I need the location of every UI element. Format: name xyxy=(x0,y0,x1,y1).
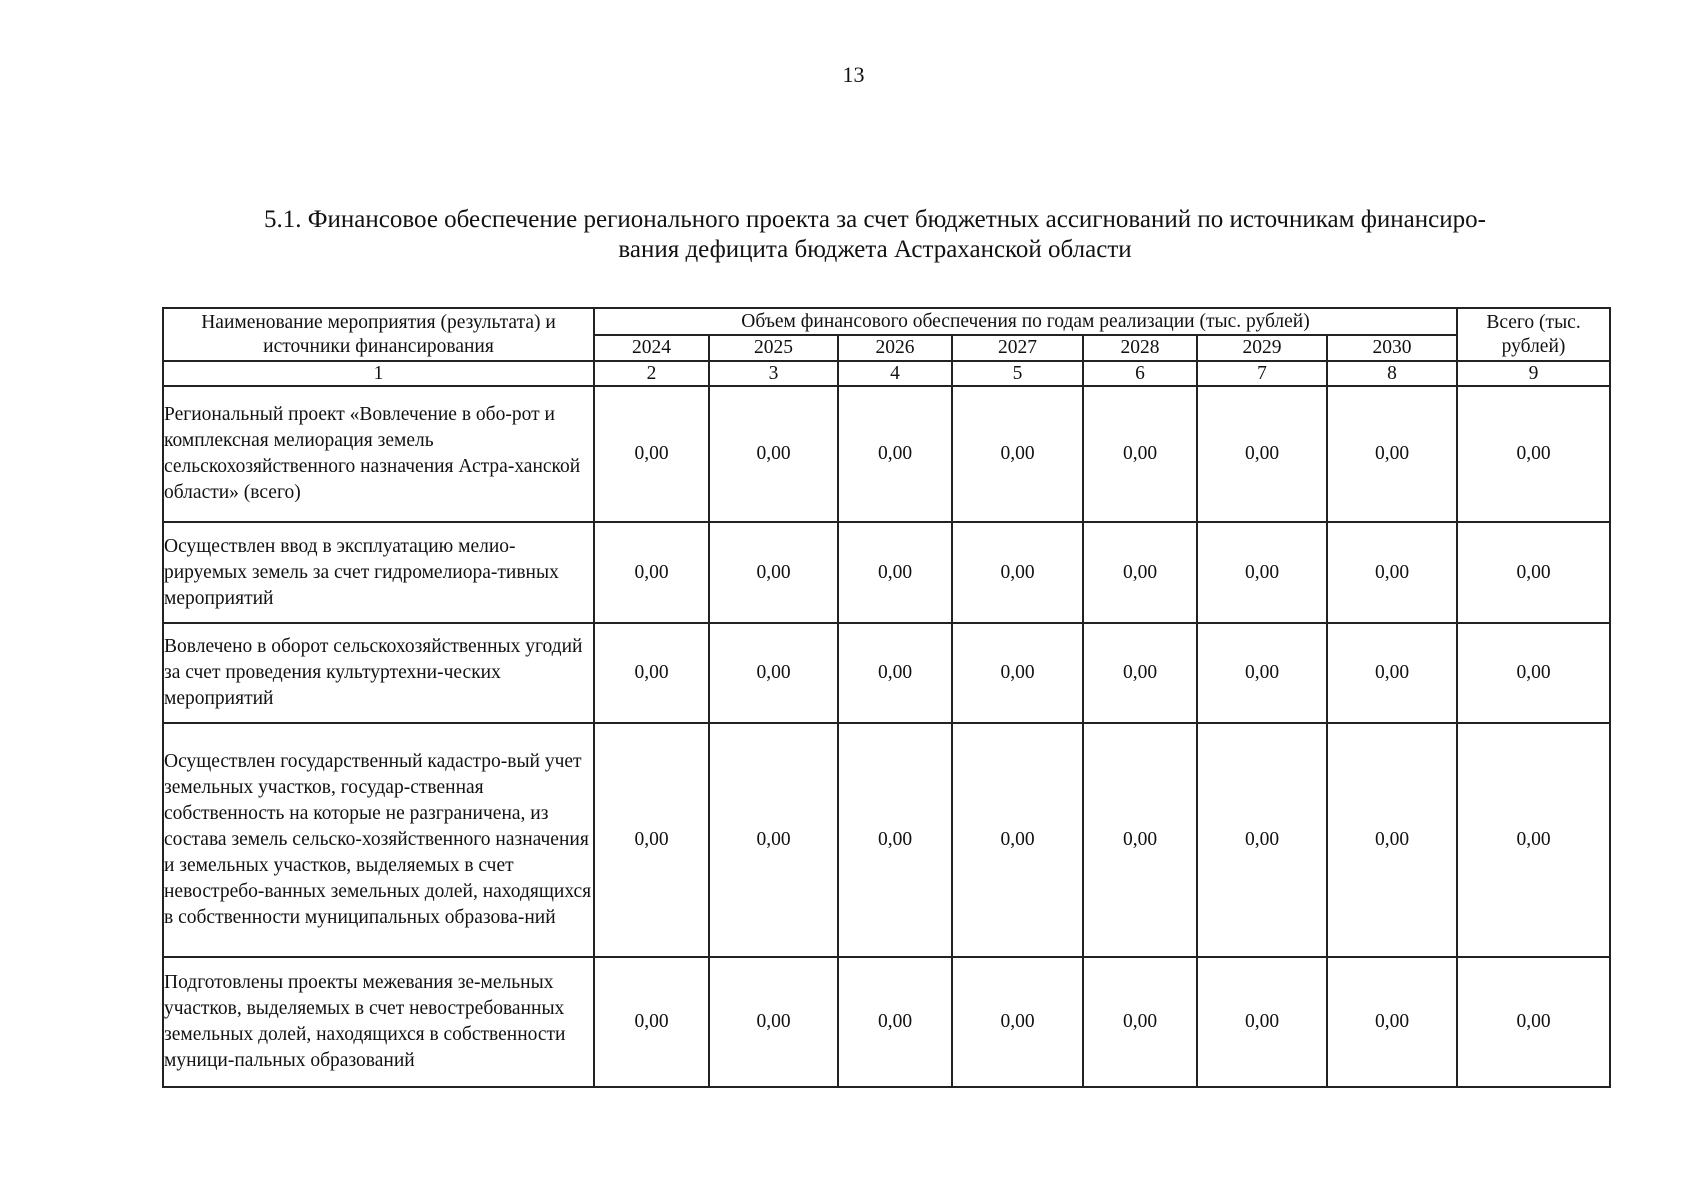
column-number: 1 xyxy=(163,361,594,386)
row-value: 0,00 xyxy=(1083,386,1197,522)
page-number: 13 xyxy=(842,62,865,87)
column-number: 8 xyxy=(1327,361,1457,386)
row-value: 0,00 xyxy=(709,386,838,522)
row-value: 0,00 xyxy=(838,957,952,1087)
row-value: 0,00 xyxy=(952,522,1083,623)
header-year: 2026 xyxy=(838,335,952,361)
column-number: 6 xyxy=(1083,361,1197,386)
financing-table xyxy=(162,307,1611,1088)
row-value: 0,00 xyxy=(594,623,709,723)
row-value: 0,00 xyxy=(594,522,709,623)
column-number: 2 xyxy=(594,361,709,386)
row-value: 0,00 xyxy=(1083,522,1197,623)
row-value: 0,00 xyxy=(1457,522,1610,623)
table-row xyxy=(163,723,1610,957)
row-name: Подготовлены проекты межевания зе-мельных участков, выделяемых в счет невостребованных земельных долей, находящихся в собственности муници-пальных образований xyxy=(163,957,594,1087)
row-value: 0,00 xyxy=(1197,386,1327,522)
table-row xyxy=(163,522,1610,623)
row-value: 0,00 xyxy=(1457,723,1610,957)
row-value: 0,00 xyxy=(952,723,1083,957)
header-year: 2028 xyxy=(1083,335,1197,361)
row-value: 0,00 xyxy=(1083,723,1197,957)
row-value: 0,00 xyxy=(1327,723,1457,957)
row-value: 0,00 xyxy=(709,723,838,957)
header-year: 2027 xyxy=(952,335,1083,361)
row-value: 0,00 xyxy=(838,522,952,623)
column-number-row xyxy=(163,361,1610,386)
table-row xyxy=(163,386,1610,522)
row-value: 0,00 xyxy=(594,723,709,957)
column-number: 9 xyxy=(1457,361,1610,386)
row-value: 0,00 xyxy=(838,723,952,957)
row-value: 0,00 xyxy=(594,386,709,522)
row-value: 0,00 xyxy=(709,522,838,623)
row-value: 0,00 xyxy=(1197,723,1327,957)
row-value: 0,00 xyxy=(709,623,838,723)
row-name: Осуществлен государственный кадастро-вый учет земельных участков, государ-ственная собственность на которые не разграничена, из состава земель сельско-хозяйственного назначения и земельных участков, выделяемых в счет невостребо-ванных земельных долей, находящихся в собственности муниципальных образова-ний xyxy=(163,723,594,957)
header-volume-group: Объем финансового обеспечения по годам реализации (тыс. рублей) xyxy=(594,308,1457,335)
row-value: 0,00 xyxy=(594,957,709,1087)
row-value: 0,00 xyxy=(1327,623,1457,723)
table-row xyxy=(163,957,1610,1087)
header-year: 2025 xyxy=(709,335,838,361)
row-value: 0,00 xyxy=(1327,386,1457,522)
header-year: 2024 xyxy=(594,335,709,361)
row-value: 0,00 xyxy=(1197,623,1327,723)
column-number: 7 xyxy=(1197,361,1327,386)
header-name-column: Наименование мероприятия (результата) и источники финансирования xyxy=(163,308,594,361)
header-total: Всего (тыс. рублей) xyxy=(1457,308,1610,361)
row-value: 0,00 xyxy=(1457,623,1610,723)
header-year: 2030 xyxy=(1327,335,1457,361)
row-value: 0,00 xyxy=(1327,522,1457,623)
row-value: 0,00 xyxy=(1457,386,1610,522)
row-value: 0,00 xyxy=(1197,957,1327,1087)
row-name: Региональный проект «Вовлечение в обо-рот и комплексная мелиорация земель сельскохозяйственного назначения Астра-ханской области» (всего) xyxy=(163,386,594,522)
row-value: 0,00 xyxy=(952,386,1083,522)
table-row xyxy=(163,623,1610,723)
column-number: 4 xyxy=(838,361,952,386)
column-number: 5 xyxy=(952,361,1083,386)
row-value: 0,00 xyxy=(1083,957,1197,1087)
row-value: 0,00 xyxy=(952,623,1083,723)
row-value: 0,00 xyxy=(952,957,1083,1087)
section-title-line-2: вания дефицита бюджета Астраханской области xyxy=(618,236,1132,263)
row-value: 0,00 xyxy=(1197,522,1327,623)
row-value: 0,00 xyxy=(838,623,952,723)
row-name: Осуществлен ввод в эксплуатацию мелио-рируемых земель за счет гидромелиора-тивных мероприятий xyxy=(163,522,594,623)
row-value: 0,00 xyxy=(709,957,838,1087)
row-value: 0,00 xyxy=(1457,957,1610,1087)
column-number: 3 xyxy=(709,361,838,386)
row-value: 0,00 xyxy=(1083,623,1197,723)
row-name: Вовлечено в оборот сельскохозяйственных угодий за счет проведения культуртехни-ческих мероприятий xyxy=(163,623,594,723)
section-title xyxy=(160,205,1590,265)
row-value: 0,00 xyxy=(1327,957,1457,1087)
row-value: 0,00 xyxy=(838,386,952,522)
section-title-line-1: 5.1. Финансовое обеспечение регионального проекта за счет бюджетных ассигнований по источникам финансиро- xyxy=(264,206,1486,233)
header-year: 2029 xyxy=(1197,335,1327,361)
